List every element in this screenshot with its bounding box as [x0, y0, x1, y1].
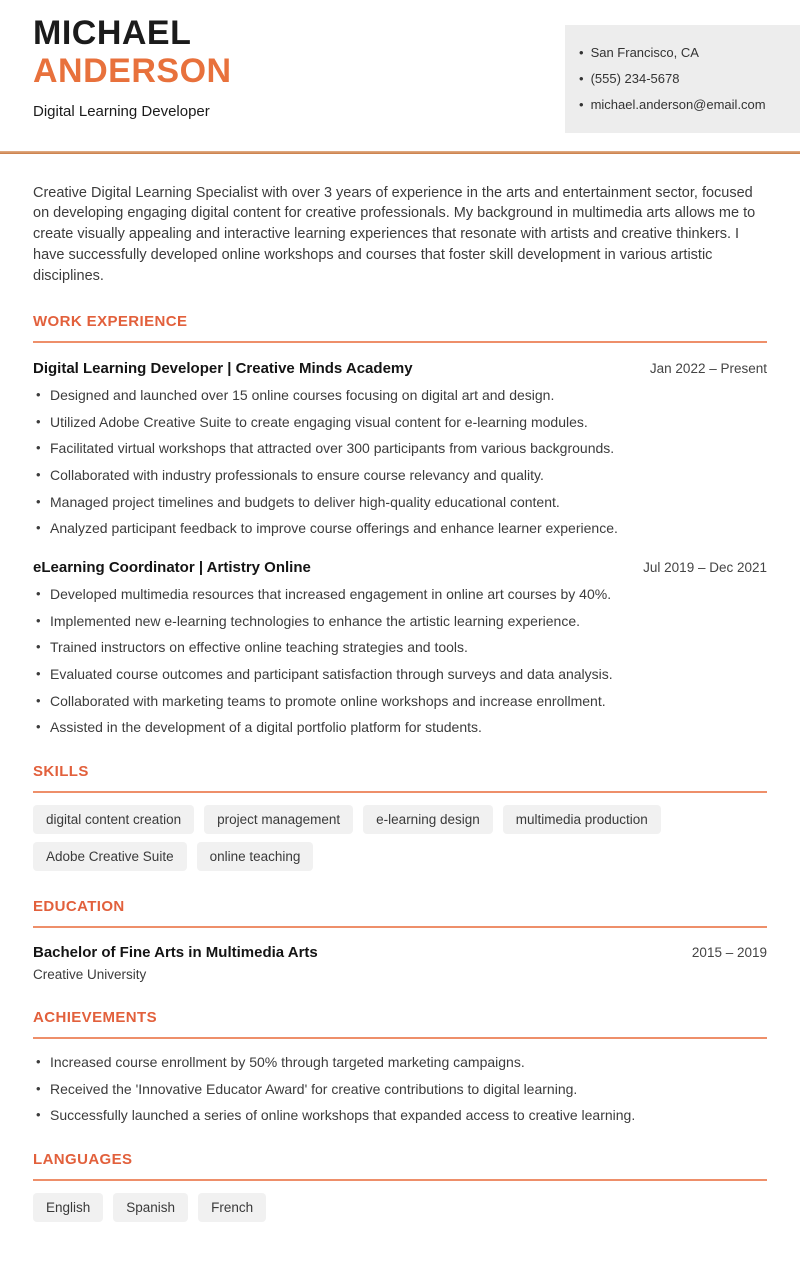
job-bullet: • Trained instructors on effective online teaching strategies and tools.: [33, 639, 767, 656]
job-header: [33, 559, 767, 576]
language-tag: English: [33, 1193, 103, 1222]
job-dates: Jul 2019 – Dec 2021: [643, 560, 767, 576]
job-bullet: • Collaborated with marketing teams to promote online workshops and increase enrollment.: [33, 693, 767, 710]
skills-tag-list: [33, 805, 767, 871]
contact-email: [579, 97, 784, 113]
job-bullet-list: [33, 586, 767, 736]
job-title: eLearning Coordinator | Artistry Online: [33, 559, 311, 577]
education-heading: EDUCATION: [33, 898, 767, 928]
section-skills: [33, 763, 767, 871]
contact-phone: [579, 71, 784, 87]
job-bullet: • Facilitated virtual workshops that attracted over 300 participants from various backgrounds.: [33, 440, 767, 457]
contact-location: [579, 45, 784, 61]
bullet-icon: •: [579, 97, 584, 112]
job-bullet: • Utilized Adobe Creative Suite to create engaging visual content for e-learning modules.: [33, 414, 767, 431]
language-tag: French: [198, 1193, 266, 1222]
section-languages: [33, 1151, 767, 1222]
education-degree: Bachelor of Fine Arts in Multimedia Arts: [33, 944, 318, 962]
skill-tag: e-learning design: [363, 805, 493, 834]
job-bullet-list: [33, 387, 767, 537]
languages-heading: LANGUAGES: [33, 1151, 767, 1181]
candidate-job-title: Digital Learning Developer: [33, 103, 210, 121]
education-dates: 2015 – 2019: [691, 945, 767, 961]
job-bullet: • Evaluated course outcomes and participant satisfaction through surveys and data analysis.: [33, 666, 767, 683]
section-education: [33, 898, 767, 982]
contact-box: [565, 25, 800, 133]
achievement-bullet: • Received the 'Innovative Educator Award' for creative contributions to digital learning.: [33, 1081, 767, 1098]
languages-tag-list: [33, 1193, 767, 1222]
job-bullet: • Collaborated with industry professionals to ensure course relevancy and quality.: [33, 467, 767, 484]
bullet-icon: •: [579, 44, 584, 60]
contact-phone-text: (555) 234-5678: [590, 70, 680, 86]
job-bullet: • Developed multimedia resources that increased engagement in online art courses by 40%.: [33, 586, 767, 603]
achievements-heading: ACHIEVEMENTS: [33, 1009, 767, 1039]
work-experience-heading: WORK EXPERIENCE: [33, 313, 767, 343]
name-block: [33, 14, 232, 120]
resume-header: [33, 14, 767, 133]
bullet-icon: •: [579, 70, 584, 86]
skill-tag: project management: [204, 805, 353, 834]
job-dates: Jan 2022 – Present: [649, 361, 767, 377]
skills-heading: SKILLS: [33, 763, 767, 793]
contact-email-text: michael.anderson@email.com: [590, 97, 766, 112]
job-bullet: • Implemented new e-learning technologies to enhance the artistic learning experience.: [33, 613, 767, 630]
skill-tag: digital content creation: [33, 805, 194, 834]
skill-tag: Adobe Creative Suite: [33, 842, 187, 871]
candidate-last-name: ANDERSON: [33, 52, 232, 91]
job-header: [33, 360, 767, 377]
candidate-name: [33, 14, 232, 90]
job-entry: [33, 360, 767, 537]
job-bullet: • Analyzed participant feedback to improve course offerings and enhance learner experience.: [33, 520, 767, 537]
skill-tag: online teaching: [197, 842, 314, 871]
section-achievements: [33, 1009, 767, 1124]
job-bullet: • Assisted in the development of a digital portfolio platform for students.: [33, 719, 767, 736]
contact-location-text: San Francisco, CA: [590, 44, 699, 60]
job-bullet: • Designed and launched over 15 online courses focusing on digital art and design.: [33, 387, 767, 404]
summary-paragraph: Creative Digital Learning Specialist with over 3 years of experience in the arts and entertainment sector, focused on developing engaging digital content for creative professionals. My background in multimedia arts allows me to create visually appealing and interactive learning experiences that resonate with artists and creative thinkers. I have successfully developed online workshops and courses that foster skill development in various artistic disciplines.: [33, 184, 756, 284]
header-divider: [0, 151, 800, 154]
job-entry: [33, 559, 767, 736]
language-tag: Spanish: [113, 1193, 188, 1222]
skill-tag: multimedia production: [503, 805, 661, 834]
contact-list: [579, 45, 784, 114]
achievement-bullet: • Increased course enrollment by 50% through targeted marketing campaigns.: [33, 1054, 767, 1071]
achievements-list: [33, 1054, 767, 1124]
job-bullet: • Managed project timelines and budgets to deliver high-quality educational content.: [33, 494, 767, 511]
section-work-experience: [33, 313, 767, 736]
education-school: Creative University: [33, 967, 147, 983]
candidate-first-name: MICHAEL: [33, 14, 192, 52]
achievement-bullet: • Successfully launched a series of online workshops that expanded access to creative learning.: [33, 1107, 767, 1124]
job-title: Digital Learning Developer | Creative Minds Academy: [33, 360, 413, 378]
education-entry: [33, 944, 767, 961]
